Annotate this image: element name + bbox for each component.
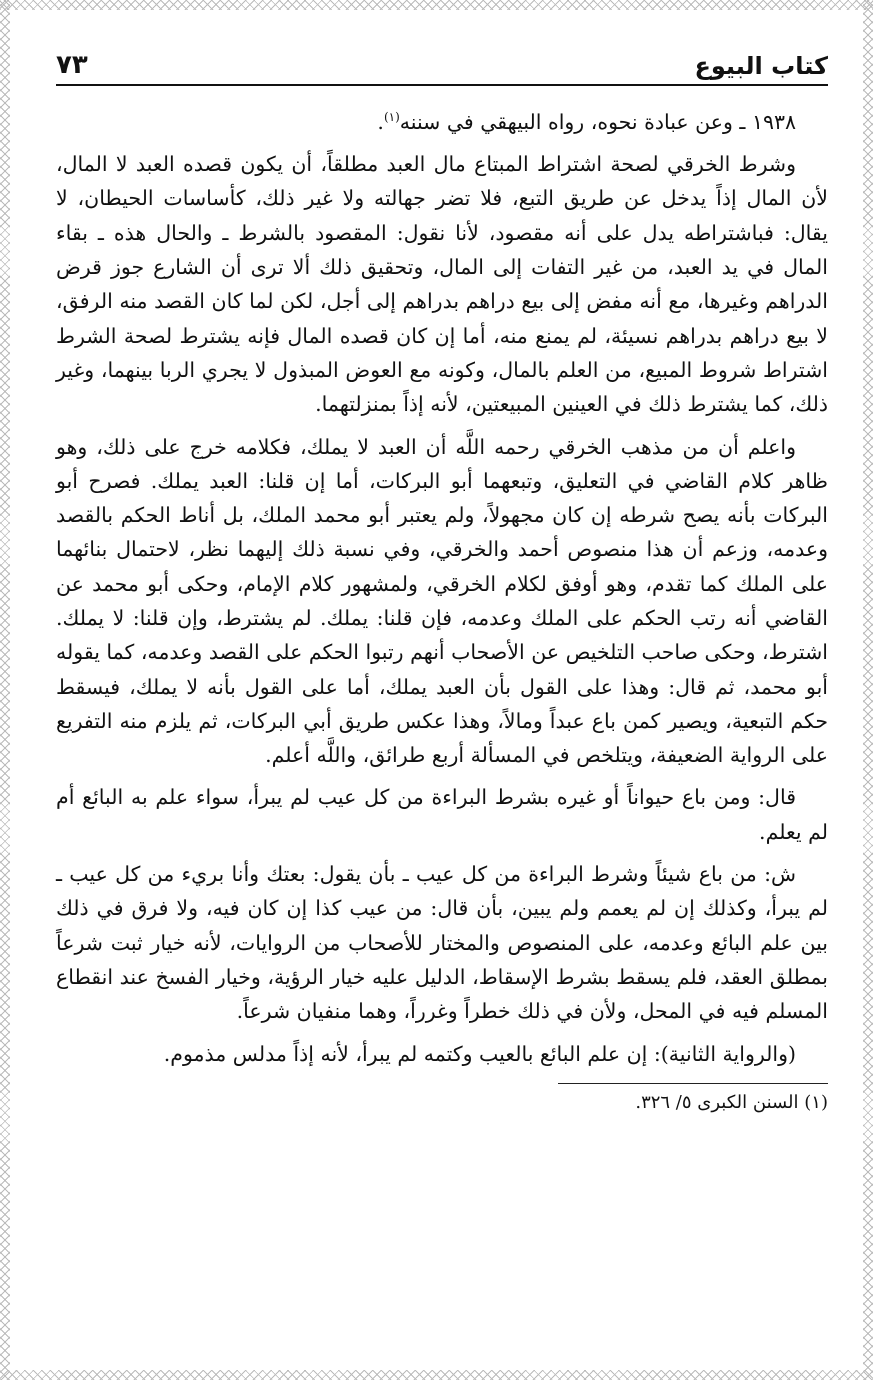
footnote-marker: (١) (383, 110, 400, 124)
page-header (56, 38, 828, 86)
chapter-title: كتاب البيوع (694, 52, 828, 80)
page-body (56, 100, 828, 1071)
decorative-border-left (0, 0, 10, 1380)
book-page (56, 38, 828, 1113)
paragraph-1: وشرط الخرقي لصحة اشتراط المبتاع مال العبد مطلقاً، أن يكون قصده العبد لا المال، لأن المال إذاً يدخل عن طريق التبع، فلا تضر جهالته ولا غير ذلك، كأساسات الحيطان، لا يقال: فباشتراطه يدل على أنه مقصود، لأنا نقول: المقصود بالشرط ـ والحال هذه ـ بقاء المال في يد العبد، من غير التفات إلى المال، وتحقيق ذلك ألا ترى أن الشارع جوز قرض الدراهم وغيرها، مع أنه مفض إلى بيع دراهم بدراهم إلى أجل، لكن لما كان القصد منه الرفق، لا بيع دراهم بدراهم نسيئة، لم يمنع منه، أما إن كان قصده المال فإنه يشترط لصحة الشرط اشتراط شروط المبيع، من العلم بالمال، وكونه مع العوض المبذول لا يجري الربا بينهما، وغير ذلك، كما يشترط ذلك في العينين المبيعتين، لأنه إذاً بمنزلتهما. (56, 152, 828, 417)
paragraph-2: واعلم أن من مذهب الخرقي رحمه اللَّه أن العبد لا يملك، فكلامه خرج على ذلك، وهو ظاهر كلام القاضي في التعليق، وتبعهما أبو البركات، أما إن قلنا: العبد يملك. فصرح أبو البركات بأنه يصح شرطه إن كان مجهولاً، ولم يعتبر أبو محمد الملك، بل أناط الحكم بالقصد وعدمه، وزعم أن هذا منصوص أحمد والخرقي، وفي نسبة ذلك إليهما نظر، لاحتمال بنائهما على الملك كما تقدم، وهو أوفق لكلام الخرقي، ولمشهور كلام الإمام، وحكى أبو محمد عن القاضي أنه رتب الحكم على الملك وعدمه، فإن قلنا: يملك. لم يشترط، وإن قلنا: لا يملك. اشترط، وحكى صاحب التلخيص عن الأصحاب أنهم رتبوا الحكم على القصد وعدمه، كما يقوله أبو محمد، ثم قال: وهذا على القول بأن العبد يملك، أما على القول بأنه لا يملك، فيسقط حكم التبعية، ويصير كمن باع عبداً ومالاً، وهذا عكس طريق أبي البركات، ثم يلزم منه التفريع على الرواية الضعيفة، ويتلخص في المسألة أربع طرائق، واللَّه أعلم. (56, 434, 828, 768)
page-number: ٧٣ (56, 50, 88, 80)
decorative-border-right (863, 0, 873, 1380)
footnote-divider (558, 1083, 828, 1084)
paragraph-3: قال: ومن باع حيواناً أو غيره بشرط البراءة من كل عيب لم يبرأ، سواء علم به البائع أم لم يعلم. (56, 785, 828, 844)
decorative-border-bottom (0, 1370, 873, 1380)
decorative-border-top (0, 0, 873, 10)
paragraph-hadith: ١٩٣٨ ـ وعن عبادة نحوه، رواه البيهقي في سننه$^{(١)}$. (377, 109, 796, 134)
paragraph-4: ش: من باع شيئاً وشرط البراءة من كل عيب ـ بأن يقول: بعتك وأنا بريء من كل عيب ـ لم يبرأ، وكذلك إن لم يعمم ولم يبين، بأن قال: من عيب كذا إن كان فيه، ولا فرق في ذلك بين علم البائع وعدمه، على المنصوص والمختار للأصحاب من الروايات، لأنه خيار ثبت شرعاً بمطلق العقد، فلم يسقط بشرط الإسقاط، الدليل عليه خيار الرؤية، وخيار الفسخ عند انقطاع المسلم فيه في المحل، ولأن في ذلك خطراً وغرراً، وهما منفيان شرعاً. (56, 862, 828, 1024)
paragraph-5: (والرواية الثانية): إن علم البائع بالعيب وكتمه لم يبرأ، لأنه إذاً مدلس مذموم. (163, 1041, 796, 1066)
footnote: (١) السنن الكبرى ٥/ ٣٢٦. (635, 1091, 828, 1113)
